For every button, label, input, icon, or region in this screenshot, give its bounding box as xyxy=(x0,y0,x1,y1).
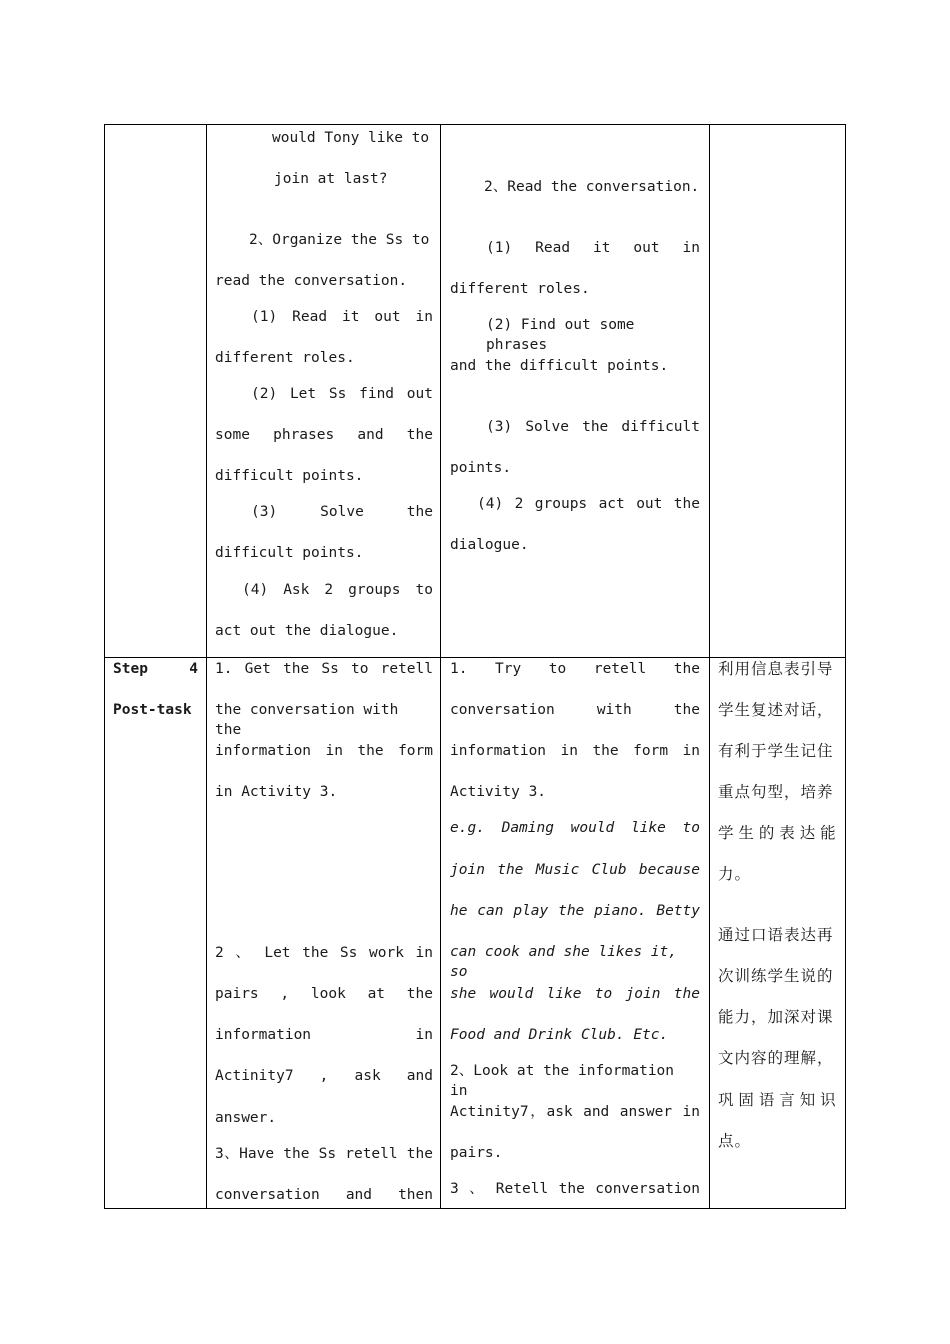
teacher-text-line: (2) Let Ss find out xyxy=(251,386,433,402)
student-text-line: points. xyxy=(450,460,512,476)
teacher-text-line: different roles. xyxy=(215,350,355,366)
teacher-text-line: (4) Ask 2 groups to xyxy=(242,582,433,598)
teacher-text-line: would Tony like to xyxy=(272,130,430,146)
student-text-line: information in the form in xyxy=(450,743,700,759)
student-text-line: Activity 3. xyxy=(450,784,547,800)
teacher-text-line: difficult points. xyxy=(215,545,364,561)
teacher-text-line: (1) Read it out in xyxy=(251,309,433,325)
example-text-line: e.g. Daming would like to xyxy=(450,820,700,836)
purpose-text-line: 学生复述对话， xyxy=(718,701,834,719)
teacher-text-line: 1. Get the Ss to retell xyxy=(215,661,433,677)
teacher-text-line: information in xyxy=(215,1027,433,1043)
student-text-line: and the difficult points. xyxy=(450,358,669,374)
student-text-line: (4) 2 groups act out the xyxy=(477,496,700,512)
example-text-line: can cook and she likes it, so xyxy=(450,944,677,980)
teacher-text-line: 2 、 Let the Ss work in xyxy=(215,945,433,961)
purpose-text-line: 利用信息表引导 xyxy=(718,660,834,678)
teacher-text-line: conversation and then xyxy=(215,1187,433,1203)
example-text-line: he can play the piano. Betty xyxy=(450,903,700,919)
student-text-line: 1. Try to retell the xyxy=(450,661,700,677)
teacher-text-line: some phrases and the xyxy=(215,427,433,443)
teacher-text-line: information in the form xyxy=(215,743,433,759)
teacher-text-line: difficult points. xyxy=(215,468,364,484)
student-text-line: pairs. xyxy=(450,1145,503,1161)
student-text-line: Actinity7，ask and answer in xyxy=(450,1104,700,1120)
student-text-line: 2、Read the conversation. xyxy=(484,179,700,195)
purpose-text-line: 学 生 的 表 达 能 xyxy=(718,824,836,842)
column-divider xyxy=(440,125,441,1208)
example-text-line: join the Music Club because xyxy=(450,862,700,878)
column-divider xyxy=(709,125,710,1208)
teacher-text-line: act out the dialogue. xyxy=(215,623,399,639)
teacher-text-line: answer. xyxy=(215,1110,277,1126)
student-text-line: 3 、 Retell the conversation xyxy=(450,1181,700,1197)
row-divider xyxy=(105,657,845,658)
purpose-text-line: 点。 xyxy=(718,1132,752,1150)
teacher-text-line: in Activity 3. xyxy=(215,784,338,800)
student-text-line: conversation with the xyxy=(450,702,700,718)
teacher-text-line: join at last? xyxy=(274,171,388,187)
teacher-text-line: the conversation with the xyxy=(215,702,399,738)
teacher-text-line: read the conversation. xyxy=(215,273,408,289)
purpose-text-line: 文内容的理解， xyxy=(718,1049,834,1067)
step-name: Post-task xyxy=(113,702,192,718)
step-label: Step 4 xyxy=(113,661,198,677)
student-text-line: (3) Solve the difficult xyxy=(486,419,700,435)
teacher-text-line: (3) Solve the xyxy=(251,504,433,520)
purpose-text-line: 次训练学生说的 xyxy=(718,967,834,985)
example-text-line: Food and Drink Club. Etc. xyxy=(450,1027,669,1043)
purpose-text-line: 重点句型，培养 xyxy=(718,783,834,801)
student-text-line: 2、Look at the information in xyxy=(450,1063,675,1099)
teacher-text-line: 3、Have the Ss retell the xyxy=(215,1146,433,1162)
example-text-line: she would like to join the xyxy=(450,986,700,1002)
purpose-text-line: 能力，加深对课 xyxy=(718,1008,834,1026)
purpose-text-line: 有利于学生记住 xyxy=(718,742,834,760)
student-text-line: (2) Find out some phrases xyxy=(486,317,635,353)
purpose-text-line: 力。 xyxy=(718,865,752,883)
student-text-line: different roles. xyxy=(450,281,590,297)
column-divider xyxy=(206,125,207,1208)
student-text-line: (1) Read it out in xyxy=(486,240,700,256)
teacher-text-line: pairs , look at the xyxy=(215,986,433,1002)
teacher-text-line: Actinity7 , ask and xyxy=(215,1068,433,1084)
teacher-text-line: 2、Organize the Ss to xyxy=(249,232,430,248)
purpose-text-line: 巩 固 语 言 知 识 xyxy=(718,1091,836,1109)
student-text-line: dialogue. xyxy=(450,537,529,553)
purpose-text-line: 通过口语表达再 xyxy=(718,926,834,944)
